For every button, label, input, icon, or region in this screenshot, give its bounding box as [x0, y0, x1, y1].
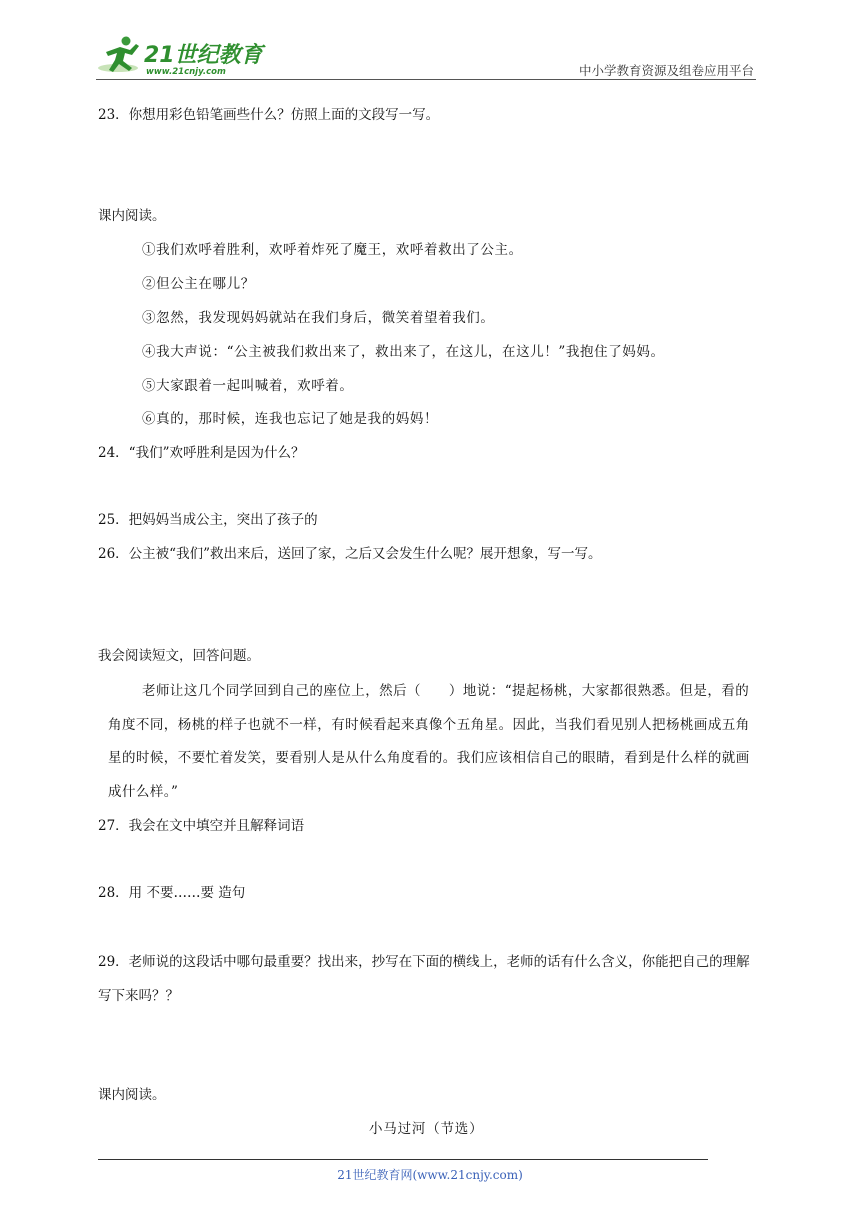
passage-line-6: ⑥真的，那时候，连我也忘记了她是我的妈妈！	[142, 411, 439, 427]
runner-logo-icon	[96, 34, 266, 80]
passage-heading: 小马过河（节选）	[369, 1121, 484, 1137]
footer-text: 21世纪教育网(www.21cnjy.com)	[337, 1168, 523, 1182]
header-divider	[96, 79, 756, 80]
reading-paragraph: 老师让这几个同学回到自己的座位上，然后（ ）地说：“提起杨桃，大家都很熟悉。但是，看的角度不同，杨桃的样子也就不一样，有时候看起来真像个五角星。因此，当我们看见别人把杨桃画成五角星的时候，不要忙着发笑，要看别人是从什么角度看的。我们应该相信自己的眼睛，看到是什么样的就画成什么样。”	[108, 683, 750, 800]
footer-divider	[98, 1159, 708, 1160]
question-29: 29．老师说的这段话中哪句最重要？找出来，抄写在下面的横线上，老师的话有什么含义，你能把自己的理解写下来吗？？	[98, 954, 750, 1004]
section-title-2: 我会阅读短文，回答问题。	[98, 648, 260, 664]
passage-line-3: ③忽然，我发现妈妈就站在我们身后，微笑着望着我们。	[142, 310, 495, 326]
passage-line-1: ①我们欢呼着胜利，欢呼着炸死了魔王，欢呼着救出了公主。	[142, 242, 523, 258]
question-28: 28．用 不要……要 造句	[98, 885, 246, 901]
section-title-1: 课内阅读。	[98, 208, 166, 224]
logo-text: 21世纪教育	[144, 43, 263, 68]
question-25: 25．把妈妈当成公主，突出了孩子的	[98, 512, 318, 528]
question-26: 26．公主被“我们”救出来后，送回了家，之后又会发生什么呢？展开想象，写一写。	[98, 546, 602, 562]
question-23: 23．你想用彩色铅笔画些什么？仿照上面的文段写一写。	[98, 107, 440, 123]
question-27: 27．我会在文中填空并且解释词语	[98, 818, 305, 834]
passage-line-4: ④我大声说：“公主被我们救出来了，救出来了，在这儿，在这儿！”我抱住了妈妈。	[142, 344, 665, 360]
passage-line-2: ②但公主在哪儿？	[142, 276, 255, 292]
question-24: 24．“我们”欢呼胜利是因为什么？	[98, 445, 305, 461]
logo-url: www.21cnjy.com	[146, 67, 226, 77]
site-logo	[96, 34, 266, 80]
platform-name: 中小学教育资源及组卷应用平台	[578, 63, 754, 78]
section-title-3: 课内阅读。	[98, 1087, 166, 1103]
passage-line-5: ⑤大家跟着一起叫喊着，欢呼着。	[142, 378, 354, 394]
